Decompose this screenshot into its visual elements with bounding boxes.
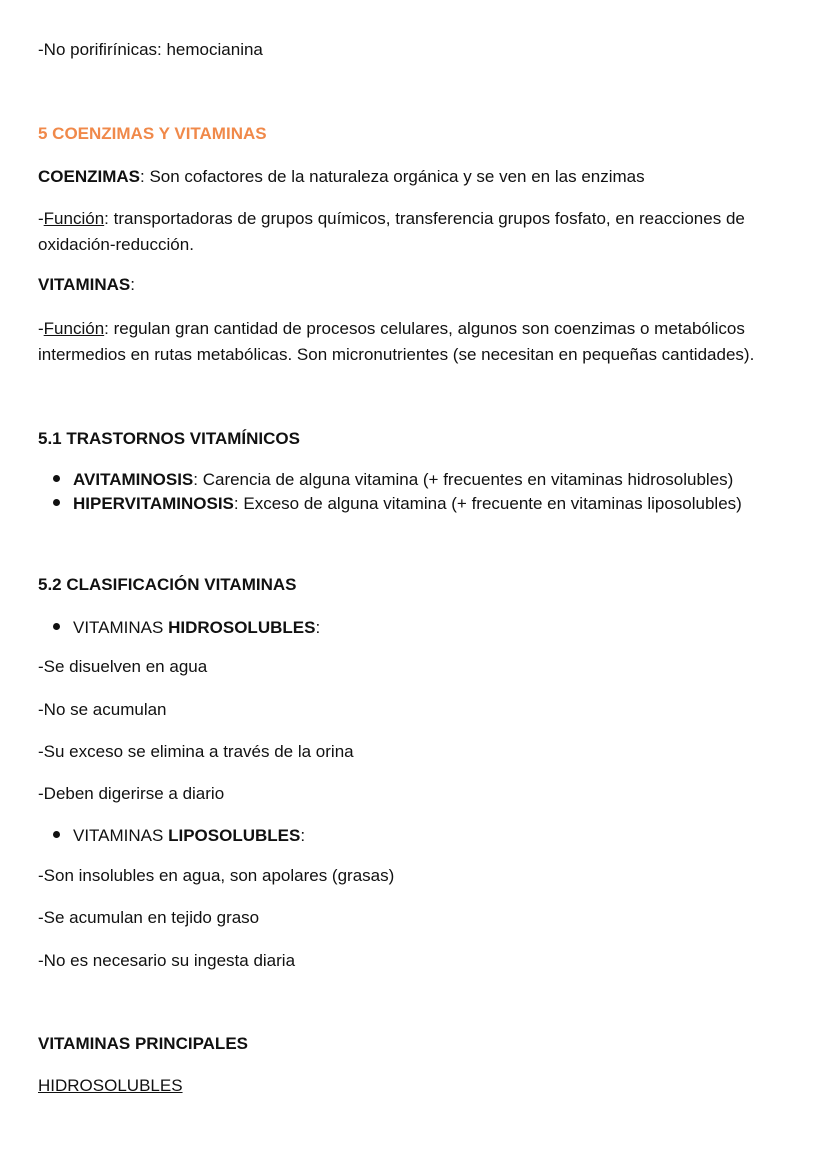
hipervitaminosis-list-item: [38, 493, 742, 515]
hidrosolubles-label: HIDROSOLUBLES: [168, 618, 316, 637]
hipervitaminosis-text: : Exceso de alguna vitamina (+ frecuente en vitaminas liposolubles): [233, 494, 742, 513]
avitaminosis-text: : Carencia de alguna vitamina (+ frecuentes en vitaminas hidrosolubles): [193, 470, 734, 489]
liposolubles-point-1: -Son insolubles en agua, son apolares (grasas): [38, 866, 395, 885]
hidrosolubles-subheading: HIDROSOLUBLES: [38, 1076, 183, 1095]
liposolubles-prefix: VITAMINAS: [73, 826, 169, 845]
liposolubles-point-2: -Se acumulan en tejido graso: [38, 908, 260, 927]
avitaminosis-label: AVITAMINOSIS: [73, 470, 194, 489]
section-5-1-heading: 5.1 TRASTORNOS VITAMÍNICOS: [38, 429, 300, 448]
hidrosolubles-colon: :: [315, 618, 321, 637]
no-porfirinicas-line: -No porifirínicas: hemocianina: [38, 40, 263, 59]
coenzimas-funcion-text: : transportadoras de grupos químicos, transferencia grupos fosfato, en reacciones de oxidación-reducción.: [38, 209, 745, 254]
section-5-2-heading: 5.2 CLASIFICACIÓN VITAMINAS: [38, 575, 297, 594]
vitaminas-funcion-text: : regulan gran cantidad de procesos celulares, algunos son coenzimas o metabólicos intermedios en rutas metabólicas. Son micronutrientes (se necesitan en pequeñas cantidades).: [38, 319, 755, 364]
bullet-icon: [53, 475, 60, 482]
hipervitaminosis-label: HIPERVITAMINOSIS: [73, 494, 234, 513]
bullet-icon: [53, 499, 60, 506]
hidrosolubles-prefix: VITAMINAS: [73, 618, 169, 637]
vitaminas-funcion-dash: -: [38, 319, 44, 338]
liposolubles-list-item: [38, 825, 305, 847]
vitaminas-funcion-paragraph: [38, 316, 798, 368]
coenzimas-label: COENZIMAS: [38, 167, 140, 186]
bullet-icon: [53, 623, 60, 630]
vitaminas-colon: :: [130, 275, 135, 294]
hidrosolubles-point-1: -Se disuelven en agua: [38, 657, 208, 676]
coenzimas-paragraph: [38, 166, 645, 188]
coenzimas-funcion-dash: -: [38, 209, 44, 228]
hidrosolubles-point-3: -Su exceso se elimina a través de la orina: [38, 742, 354, 761]
hidrosolubles-point-4: -Deben digerirse a diario: [38, 784, 225, 803]
liposolubles-colon: :: [300, 826, 306, 845]
vitaminas-heading: [38, 274, 135, 296]
coenzimas-funcion-paragraph: [38, 206, 798, 258]
bullet-icon: [53, 831, 60, 838]
avitaminosis-list-item: [38, 469, 733, 491]
section-5-heading: 5 COENZIMAS Y VITAMINAS: [38, 124, 267, 143]
liposolubles-point-3: -No es necesario su ingesta diaria: [38, 951, 296, 970]
liposolubles-label: LIPOSOLUBLES: [168, 826, 301, 845]
vitaminas-funcion-label: Función: [43, 319, 105, 338]
vitaminas-principales-heading: VITAMINAS PRINCIPALES: [38, 1034, 248, 1053]
hidrosolubles-point-2: -No se acumulan: [38, 700, 167, 719]
vitaminas-label: VITAMINAS: [38, 275, 131, 294]
coenzimas-text: : Son cofactores de la naturaleza orgánica y se ven en las enzimas: [140, 167, 645, 186]
hidrosolubles-list-item: [38, 617, 320, 639]
coenzimas-funcion-label: Función: [43, 209, 105, 228]
